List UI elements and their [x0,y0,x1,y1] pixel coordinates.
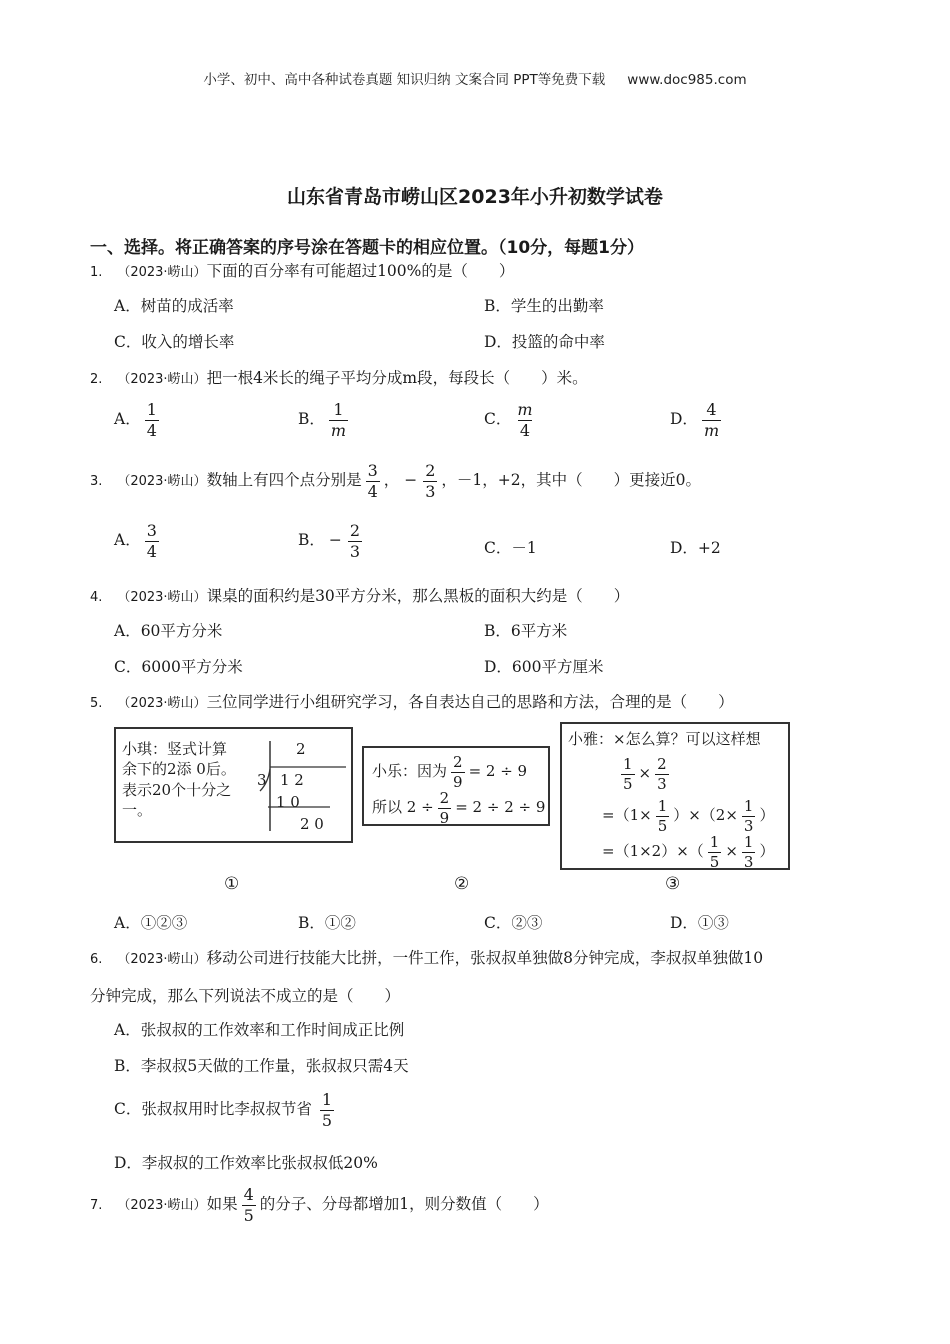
division-divisor: 3 [257,771,267,789]
fraction: $\frac{4}{m}$ [703,400,720,440]
student-box-xiaoya [560,722,790,870]
box-line-3: =（1× $\frac{1}{5}$ ）×（2× $\frac{1}{3}$ ） [602,797,775,835]
question-number: 6. [90,952,103,967]
question-source: （2023·崂山） [117,590,207,605]
question-text: 把一根4米长的绳子平均分成m段，每段长（ ）米。 [206,369,588,387]
fraction: $\frac{2}{3}$ [425,461,436,501]
box-line-2: 所以 2 ÷ $\frac{2}{9}$ = 2 ÷ 2 ÷ 9 [372,789,546,827]
fraction: $\frac{3}{4}$ [367,461,378,501]
section-heading: 一、选择。将正确答案的序号涂在答题卡的相应位置。（10分，每题1分） [90,238,644,258]
question-6-cont: 分钟完成，那么下列说法不成立的是（ ） [90,987,401,1005]
banner-url[interactable]: www.doc985.com [627,72,747,88]
minus-sign: − [328,531,342,550]
separator: ， [383,471,400,490]
fraction: $\frac{2}{3}$ [349,521,361,561]
question-text: ，－1，+2，其中（ ）更接近0。 [441,471,701,490]
fraction: $\frac{m}{4}$ [517,400,533,440]
question-source: （2023·崂山） [117,952,207,967]
question-number: 2. [90,372,103,387]
question-number: 4. [90,590,103,605]
question-text: 移动公司进行技能大比拼，一件工作，张叔叔单独做8分钟完成，李叔叔单独做10 [206,949,764,967]
box-line-1: 小雅：×怎么算？可以这样想 [568,730,761,748]
fraction: $\frac{4}{5}$ [243,1185,254,1225]
question-text: 如果 [206,1195,238,1214]
box-line-2: $\frac{1}{5}$ × $\frac{2}{3}$ [623,755,667,793]
q4-option-d[interactable]: D．600平方厘米 [484,658,604,676]
question-source: （2023·崂山） [117,1198,207,1214]
q3-option-a[interactable] [114,522,163,560]
question-source: （2023·崂山） [117,696,207,711]
q5-option-a[interactable]: A．①②③ [114,914,188,932]
option-label: B． [298,410,325,429]
minus-sign: − [404,471,418,490]
option-label: C． [484,410,512,429]
question-source: （2023·崂山） [117,474,207,490]
q1-option-c[interactable]: C．收入的增长率 [114,333,235,351]
q2-option-c[interactable] [484,401,539,439]
question-number: 1. [90,265,103,280]
student-box-xiaole [362,746,550,826]
question-4 [90,584,629,606]
q3-option-c[interactable]: C．－1 [484,539,537,557]
q5-option-b[interactable]: B．①② [298,914,356,932]
q6-option-a[interactable]: A．张叔叔的工作效率和工作时间成正比例 [114,1021,405,1039]
option-label: A． [114,410,141,429]
question-number: 7. [90,1198,103,1214]
q5-option-d[interactable]: D．①③ [670,914,729,932]
mark-3: ③ [665,874,681,894]
student-box-xiaoqi [114,727,353,843]
mark-1: ① [224,874,240,894]
q3-option-b[interactable] [298,522,366,560]
q1-option-a[interactable]: A．树苗的成活率 [114,297,234,315]
q6-option-d[interactable]: D．李叔叔的工作效率比张叔叔低20% [114,1154,378,1172]
q2-option-d[interactable] [670,401,725,439]
question-text: 课桌的面积约是30平方分米，那么黑板的面积大约是（ ） [206,587,630,605]
question-text: 的分子、分母都增加1，则分数值（ ） [259,1195,549,1214]
page-title: 山东省青岛市崂山区2023年小升初数学试卷 [287,186,663,208]
division-dividend: 1 2 [280,771,304,789]
fraction: $\frac{1}{4}$ [146,400,157,440]
box-text: 小琪：竖式计算 余下的2添 0后。 表示20个十分之 一。 [122,740,236,819]
q4-option-a[interactable]: A．60平方分米 [114,622,223,640]
question-source: （2023·崂山） [117,372,207,387]
question-1 [90,259,514,281]
option-text: C．张叔叔用时比李叔叔节省 [114,1100,312,1119]
option-label: B． [298,531,325,550]
banner-text: 小学、初中、高中各种试卷真题 知识归纳 文案合同 PPT等免费下载 [203,72,606,88]
question-3 [90,462,701,500]
fraction: $\frac{3}{4}$ [146,521,157,561]
option-label: A． [114,531,141,550]
division-quotient: 2 [296,740,306,758]
fraction: $\frac{1}{m}$ [330,400,347,440]
division-remainder: 2 0 [300,815,324,833]
mark-2: ② [454,874,470,894]
q3-option-d[interactable]: D．+2 [670,539,721,557]
question-5 [90,690,734,712]
fraction: $\frac{1}{5}$ [321,1090,333,1130]
q4-option-c[interactable]: C．6000平方分米 [114,658,243,676]
q1-option-d[interactable]: D．投篮的命中率 [484,333,605,351]
q2-option-a[interactable] [114,401,163,439]
box-line-4: =（1×2）×（ $\frac{1}{5}$ × $\frac{1}{3}$ ） [602,833,775,871]
q1-option-b[interactable]: B．学生的出勤率 [484,297,604,315]
q6-option-c[interactable] [114,1091,338,1129]
site-banner [0,68,950,88]
option-label: D． [670,410,698,429]
question-source: （2023·崂山） [117,265,207,280]
question-6 [90,946,763,968]
question-text: 三位同学进行小组研究学习，各自表达自己的思路和方法，合理的是（ ） [206,693,734,711]
question-7 [90,1186,549,1224]
q5-option-c[interactable]: C．②③ [484,914,543,932]
box-line-1: 小乐：因为 $\frac{2}{9}$ = 2 ÷ 9 [372,753,528,791]
q2-option-b[interactable] [298,401,352,439]
question-number: 5. [90,696,103,711]
question-text: 下面的百分率有可能超过100%的是（ ） [206,262,515,280]
question-text: 数轴上有四个点分别是 [206,471,362,490]
q4-option-b[interactable]: B．6平方米 [484,622,568,640]
question-2 [90,366,588,388]
q6-option-b[interactable]: B．李叔叔5天做的工作量，张叔叔只需4天 [114,1057,409,1075]
question-number: 3. [90,474,103,490]
division-subtract: 1 0 [276,793,300,811]
